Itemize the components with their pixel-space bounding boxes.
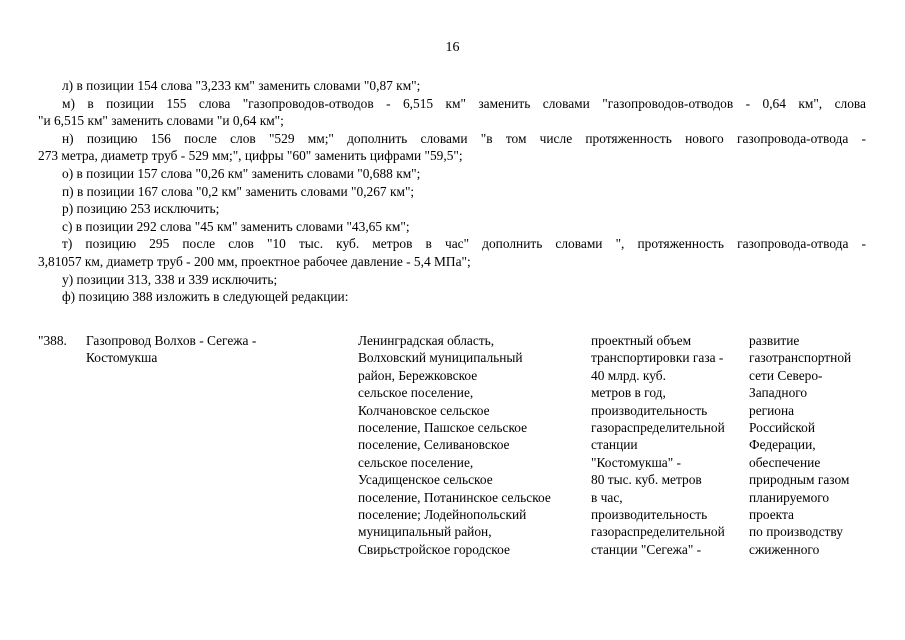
entry-name-column [86, 332, 296, 367]
spec-line: транспортировки газа - [591, 350, 724, 366]
text-line: "и 6,515 км" заменить словами "и 0,64 км"; [38, 113, 284, 129]
spec-line: газораспределительной [591, 419, 725, 435]
amendment-item-r [38, 200, 866, 218]
text-line: р) позицию 253 исключить; [62, 201, 220, 217]
spec-line: производительность [591, 402, 708, 418]
amendment-item-o [38, 165, 866, 183]
location-line: Колчановское сельское [358, 402, 490, 418]
spec-line: станции [591, 437, 638, 453]
text-line: у) позиции 313, 338 и 339 исключить; [62, 271, 278, 287]
spec-line: проектный объем [591, 333, 692, 348]
amendment-item-s [38, 218, 866, 236]
amendment-item-u [38, 271, 866, 289]
spec-line: газораспределительной [591, 524, 725, 540]
purpose-line: региона [749, 402, 795, 418]
spec-line: 40 млрд. куб. [591, 367, 666, 383]
entry-number-text: "388. [38, 333, 67, 348]
spec-line: 80 тыс. куб. метров [591, 472, 702, 488]
location-line: муниципальный район, [358, 524, 492, 540]
spec-line: "Костомукша" - [591, 454, 682, 470]
purpose-line: газотранспортной [749, 350, 852, 366]
purpose-line: развитие [749, 333, 800, 348]
amendment-item-t [38, 235, 866, 270]
location-line: поселение, Потанинское сельское [358, 489, 551, 505]
text-line: о) в позиции 157 слова "0,26 км" заменить словами "0,688 км"; [62, 165, 421, 181]
spec-line: станции "Сегежа" - [591, 541, 702, 557]
text-line: 3,81057 км, диаметр труб - 200 мм, проектное рабочее давление - 5,4 МПа"; [38, 253, 471, 269]
text-line: м) в позиции 155 слова "газопроводов-отводов - 6,515 км" заменить словами "газопроводов-отводов - 0,64 км", слова [62, 95, 866, 111]
location-line: поселение, Пашское сельское [358, 419, 528, 435]
purpose-line: природным газом [749, 472, 850, 488]
amendment-item-p [38, 183, 866, 201]
position-388-entry [38, 332, 878, 632]
location-line: Волховский муниципальный [358, 350, 523, 366]
purpose-line: Российской [749, 419, 815, 435]
entry-number [38, 332, 84, 349]
location-line: сельское поселение, [358, 385, 474, 401]
spec-line: метров в год, [591, 385, 666, 401]
spec-line: производительность [591, 506, 708, 522]
purpose-line: по производству [749, 524, 843, 540]
text-line: 273 метра, диаметр труб - 529 мм;", цифры "60" заменить цифрами "59,5"; [38, 148, 463, 164]
amendment-item-f [38, 288, 866, 306]
purpose-line: сети Северо- [749, 367, 823, 383]
location-line: поселение, Селивановское [358, 437, 510, 453]
entry-location-column [358, 332, 590, 558]
amendment-item-l [38, 77, 866, 95]
spec-line: в час, [591, 489, 623, 505]
purpose-line: Федерации, [749, 437, 816, 453]
text-line: п) в позиции 167 слова "0,2 км" заменить словами "0,267 км"; [62, 183, 415, 199]
entry-name-line: Газопровод Волхов - Сегежа - [86, 333, 257, 348]
text-line: т) позицию 295 после слов "10 тыс. куб. метров в час" дополнить словами ", протяженность газопровода-отвода - [62, 236, 866, 252]
page-number: 16 [445, 40, 460, 55]
purpose-line: обеспечение [749, 454, 821, 470]
purpose-line: сжиженного [749, 541, 820, 557]
purpose-line: проекта [749, 506, 794, 522]
location-line: поселение; Лодейнопольский [358, 506, 527, 522]
amendment-item-m [38, 95, 866, 130]
text-line: ф) позицию 388 изложить в следующей редакции: [62, 289, 349, 305]
text-line: л) в позиции 154 слова "3,233 км" заменить словами "0,87 км"; [62, 78, 421, 93]
location-line: сельское поселение, [358, 454, 474, 470]
location-line: Усадищенское сельское [358, 472, 493, 488]
amendment-list [38, 77, 866, 306]
purpose-line: планируемого [749, 489, 830, 505]
location-line: Свирьстройское городское [358, 541, 510, 557]
text-line: с) в позиции 292 слова "45 км" заменить словами "43,65 км"; [62, 218, 410, 234]
location-line: Ленинградская область, [358, 333, 495, 348]
entry-specs-column [591, 332, 746, 558]
entry-purpose-column [749, 332, 879, 558]
location-line: район, Бережковское [358, 367, 478, 383]
entry-name-line: Костомукша [86, 350, 158, 366]
text-line: н) позицию 156 после слов "529 мм;" дополнить словами "в том числе протяженность нового газопровода-отвода - [62, 130, 866, 146]
purpose-line: Западного [749, 385, 808, 401]
amendment-item-n [38, 130, 866, 165]
